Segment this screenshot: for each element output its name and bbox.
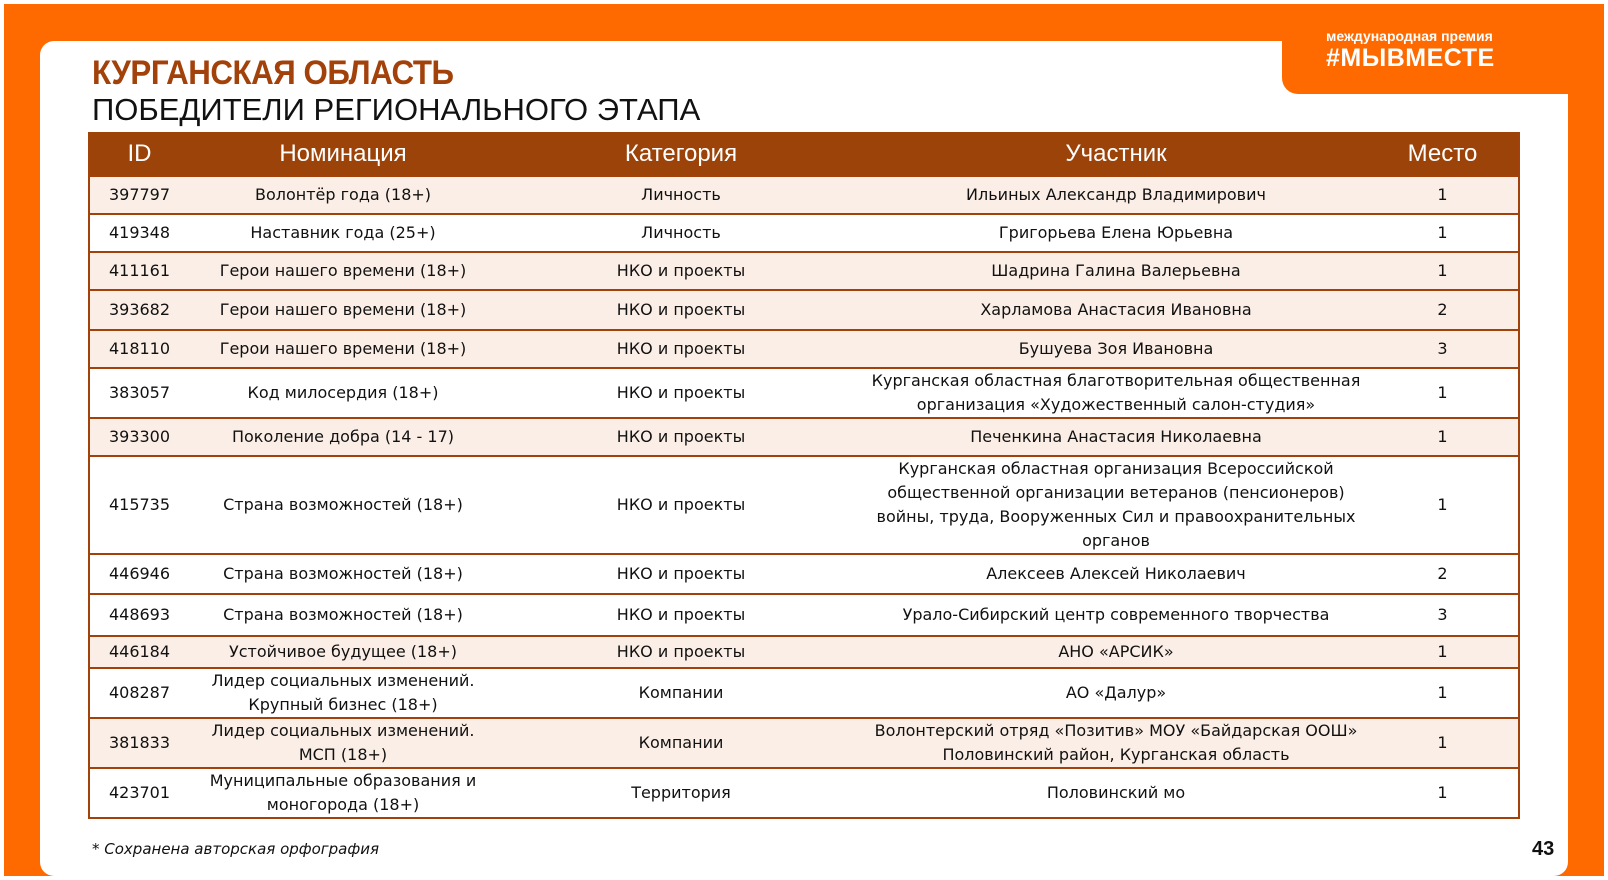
cell-nomination: Муниципальные образования и моногорода (18+) (189, 768, 497, 818)
cell-category: НКО и проекты (497, 594, 865, 636)
cell-category: НКО и проекты (497, 290, 865, 330)
cell-nomination: Герои нашего времени (18+) (189, 290, 497, 330)
brand-caption: международная премия (1326, 28, 1493, 44)
cell-category: НКО и проекты (497, 368, 865, 418)
cell-place: 2 (1367, 554, 1519, 594)
cell-nomination: Герои нашего времени (18+) (189, 330, 497, 368)
cell-participant: Курганская областная благотворительная общественная организация «Художественный салон-студия» (865, 368, 1367, 418)
table-header-row (89, 132, 1519, 176)
cell-place: 1 (1367, 214, 1519, 252)
column-header-nomination: Номинация (189, 132, 497, 176)
cell-id: 423701 (89, 768, 189, 818)
cell-participant: Григорьева Елена Юрьевна (865, 214, 1367, 252)
cell-nomination: Страна возможностей (18+) (189, 594, 497, 636)
table-row (89, 252, 1519, 290)
cell-id: 411161 (89, 252, 189, 290)
cell-nomination: Волонтёр года (18+) (189, 176, 497, 214)
table-row (89, 668, 1519, 718)
cell-id: 446184 (89, 636, 189, 668)
table-row (89, 214, 1519, 252)
cell-place: 1 (1367, 668, 1519, 718)
cell-category: Компании (497, 668, 865, 718)
cell-id: 415735 (89, 456, 189, 554)
cell-id: 419348 (89, 214, 189, 252)
page-subtitle: ПОБЕДИТЕЛИ РЕГИОНАЛЬНОГО ЭТАПА (92, 92, 701, 127)
cell-category: НКО и проекты (497, 456, 865, 554)
cell-place: 1 (1367, 636, 1519, 668)
cell-category: НКО и проекты (497, 636, 865, 668)
cell-participant: АНО «АРСИК» (865, 636, 1367, 668)
cell-id: 448693 (89, 594, 189, 636)
cell-nomination: Страна возможностей (18+) (189, 554, 497, 594)
cell-category: НКО и проекты (497, 554, 865, 594)
cell-place: 1 (1367, 718, 1519, 768)
table-row (89, 176, 1519, 214)
cell-id: 393300 (89, 418, 189, 456)
winners-table (88, 132, 1520, 819)
cell-id: 393682 (89, 290, 189, 330)
cell-id: 446946 (89, 554, 189, 594)
table-row (89, 594, 1519, 636)
cell-nomination: Наставник года (25+) (189, 214, 497, 252)
cell-nomination: Лидер социальных изменений. МСП (18+) (189, 718, 497, 768)
brand-logo-text: #МЫВМЕСТЕ (1326, 44, 1495, 72)
cell-place: 1 (1367, 176, 1519, 214)
table-row (89, 330, 1519, 368)
cell-participant: Урало-Сибирский центр современного творчества (865, 594, 1367, 636)
cell-category: НКО и проекты (497, 252, 865, 290)
cell-participant: Харламова Анастасия Ивановна (865, 290, 1367, 330)
cell-category: НКО и проекты (497, 330, 865, 368)
cell-place: 2 (1367, 290, 1519, 330)
cell-participant: Алексеев Алексей Николаевич (865, 554, 1367, 594)
cell-participant: Шадрина Галина Валерьевна (865, 252, 1367, 290)
cell-place: 1 (1367, 456, 1519, 554)
cell-nomination: Лидер социальных изменений. Крупный бизнес (18+) (189, 668, 497, 718)
column-header-category: Категория (497, 132, 865, 176)
table-row (89, 418, 1519, 456)
cell-category: Территория (497, 768, 865, 818)
column-header-participant: Участник (865, 132, 1367, 176)
cell-participant: Половинский мо (865, 768, 1367, 818)
cell-nomination: Поколение добра (14 - 17) (189, 418, 497, 456)
cell-id: 397797 (89, 176, 189, 214)
table-row (89, 768, 1519, 818)
footnote: * Сохранена авторская орфография (92, 840, 379, 858)
cell-participant: Печенкина Анастасия Николаевна (865, 418, 1367, 456)
page-number: 43 (1532, 838, 1555, 860)
cell-nomination: Устойчивое будущее (18+) (189, 636, 497, 668)
cell-place: 3 (1367, 594, 1519, 636)
cell-participant: Курганская областная организация Всероссийской общественной организации ветеранов (пенсионеров) войны, труда, Вооруженных Сил и правоохранительных органов (865, 456, 1367, 554)
table-row (89, 636, 1519, 668)
column-header-id: ID (89, 132, 189, 176)
cell-place: 3 (1367, 330, 1519, 368)
cell-place: 1 (1367, 768, 1519, 818)
table-row (89, 290, 1519, 330)
cell-category: Компании (497, 718, 865, 768)
cell-id: 408287 (89, 668, 189, 718)
cell-nomination: Код милосердия (18+) (189, 368, 497, 418)
cell-nomination: Герои нашего времени (18+) (189, 252, 497, 290)
cell-id: 383057 (89, 368, 189, 418)
cell-participant: Волонтерский отряд «Позитив» МОУ «Байдарская ООШ» Половинский район, Курганская область (865, 718, 1367, 768)
table-row (89, 368, 1519, 418)
cell-participant: АО «Далур» (865, 668, 1367, 718)
cell-place: 1 (1367, 252, 1519, 290)
cell-category: Личность (497, 176, 865, 214)
table-row (89, 554, 1519, 594)
cell-place: 1 (1367, 418, 1519, 456)
cell-participant: Ильиных Александр Владимирович (865, 176, 1367, 214)
cell-category: НКО и проекты (497, 418, 865, 456)
column-header-place: Место (1367, 132, 1519, 176)
table-row (89, 456, 1519, 554)
region-title: КУРГАНСКАЯ ОБЛАСТЬ (92, 54, 454, 92)
cell-category: Личность (497, 214, 865, 252)
table-row (89, 718, 1519, 768)
cell-id: 381833 (89, 718, 189, 768)
cell-place: 1 (1367, 368, 1519, 418)
cell-participant: Бушуева Зоя Ивановна (865, 330, 1367, 368)
cell-nomination: Страна возможностей (18+) (189, 456, 497, 554)
cell-id: 418110 (89, 330, 189, 368)
